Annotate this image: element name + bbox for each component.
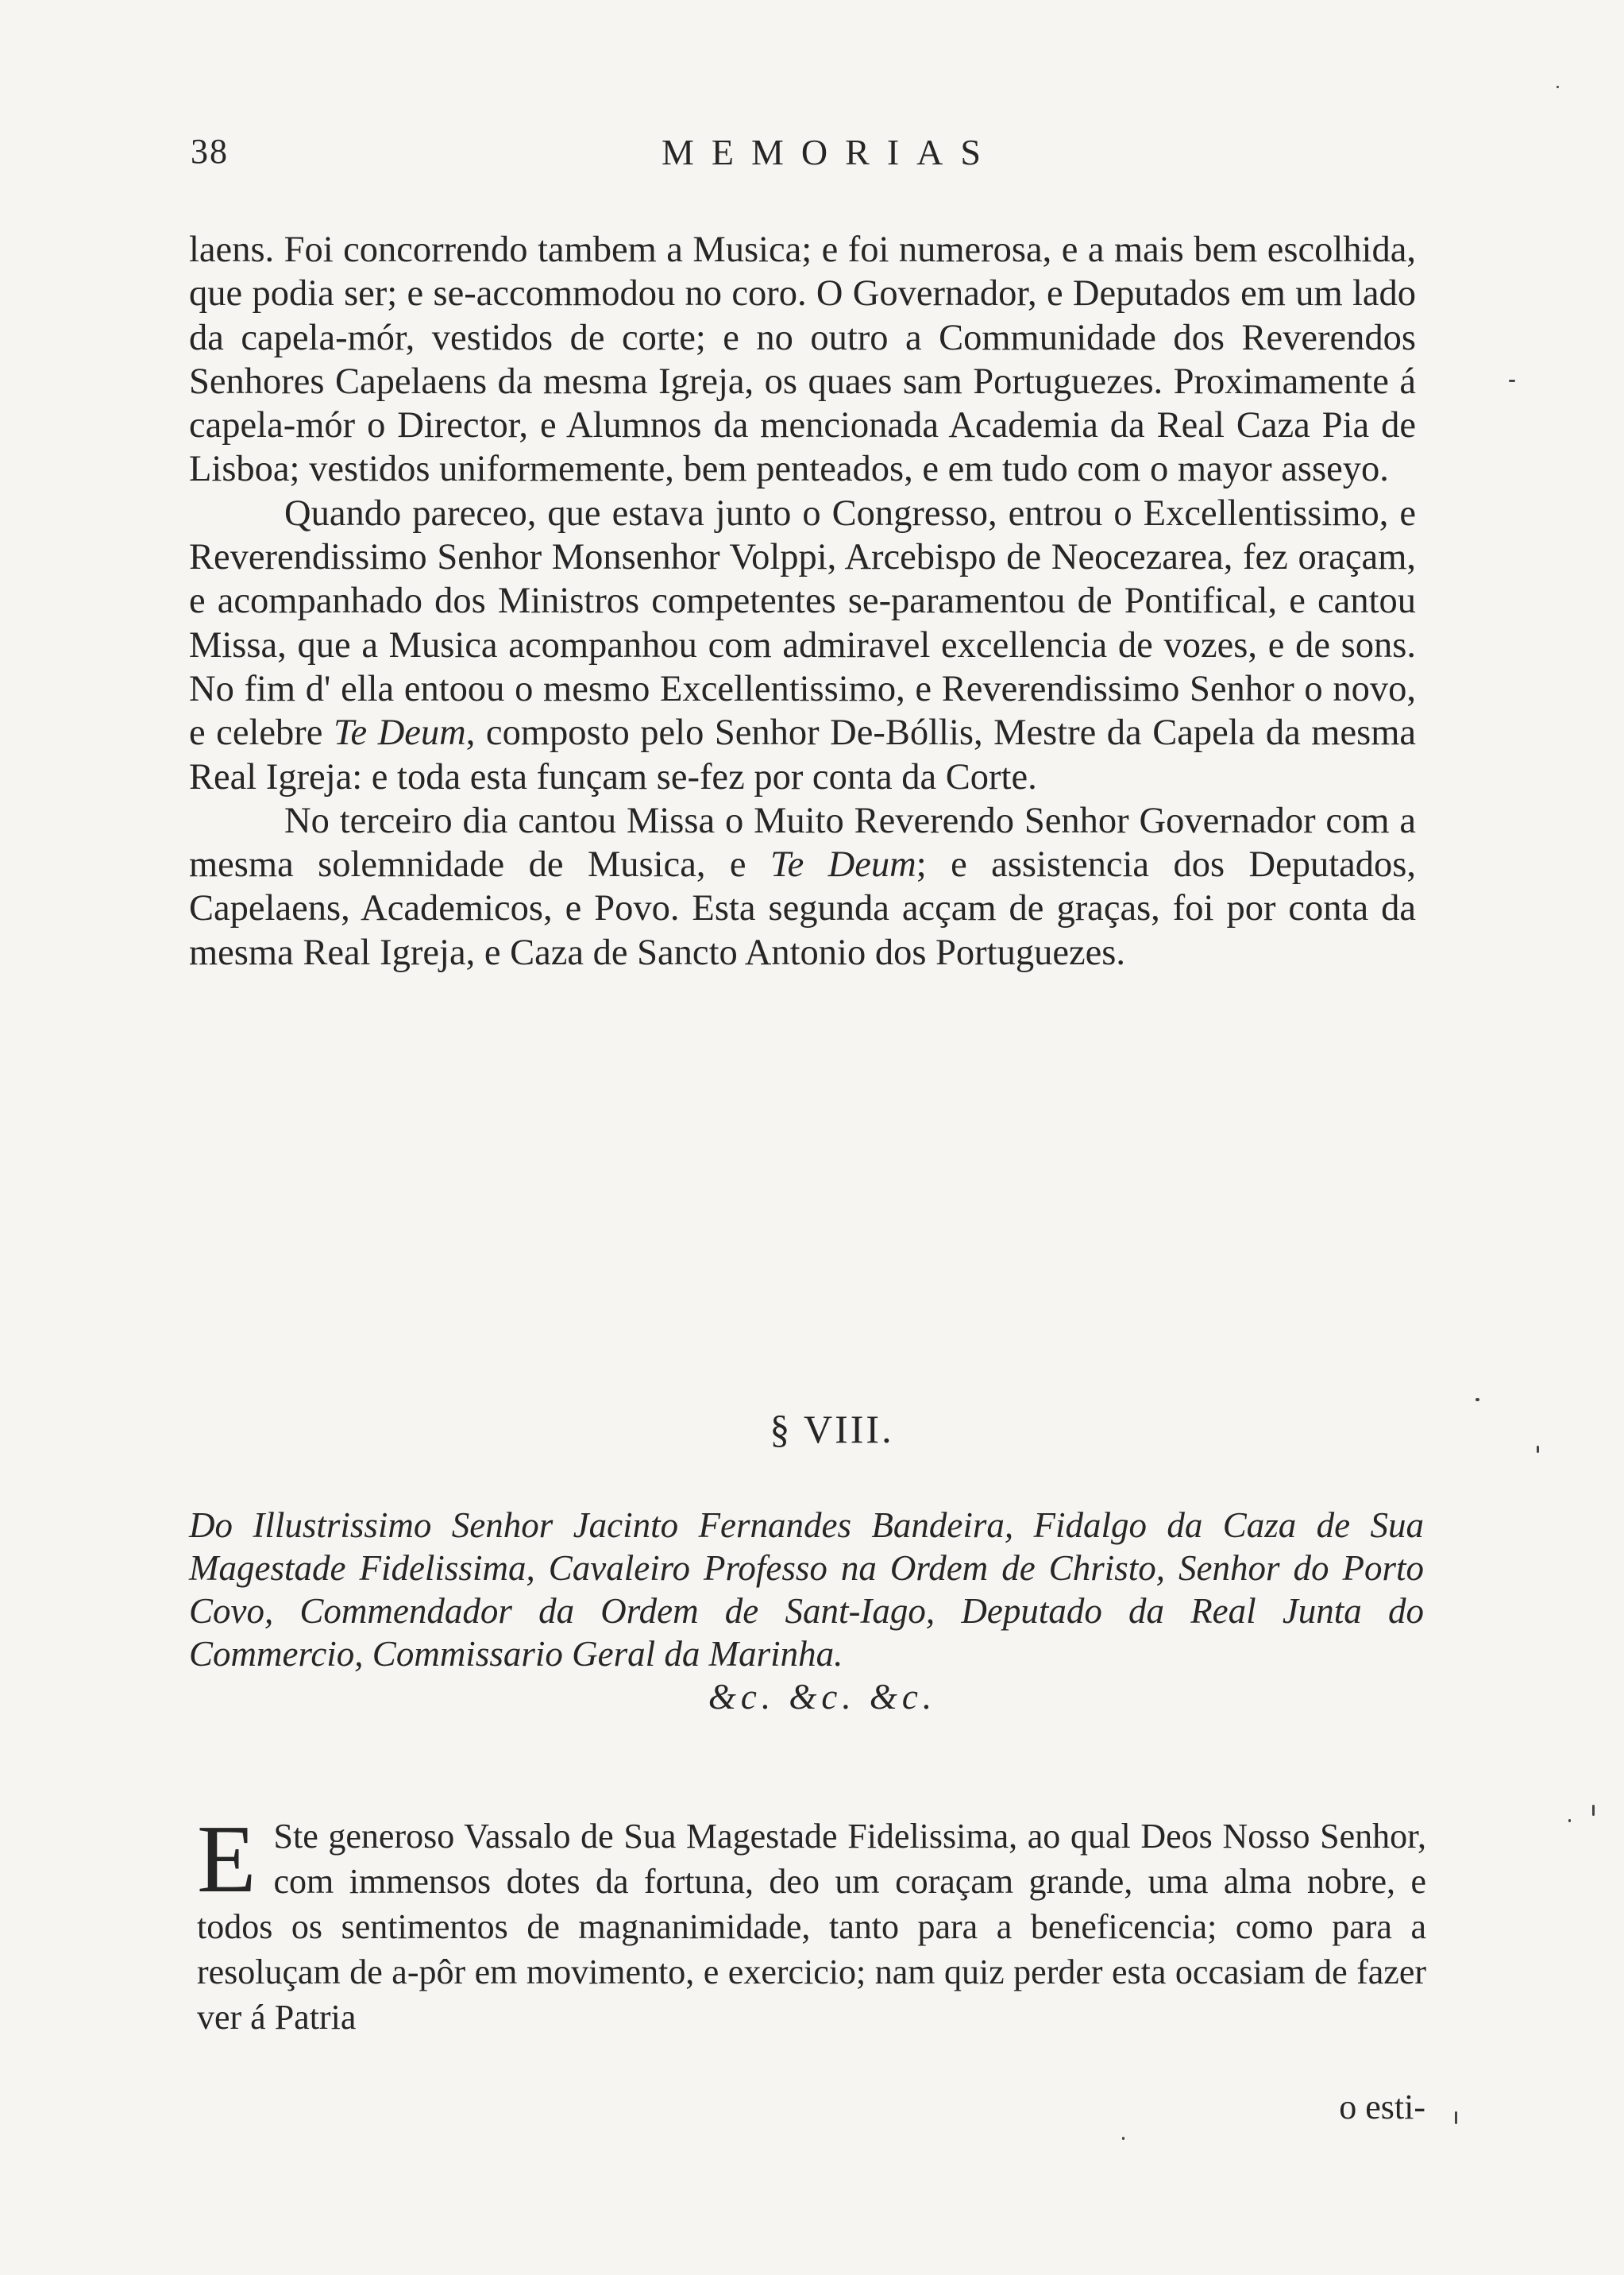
scan-speck	[1509, 380, 1515, 382]
final-paragraph	[197, 1806, 1426, 2040]
paragraph-text: Quando pareceo, que estava junto o Congresso, entrou o Excellentissimo, e Reverendissimo Senhor Monsenhor Volppi, Arcebispo de Neocezarea, fez oraçam, e acompanhado dos Ministros competentes se-paramentou de Pontifical, e cantou Missa, que a Musica acompanhou com admiravel excellencia de vozes, e de sons. No fim d' ella entoou o mesmo Excellentissimo, e Reverendissimo Senhor o novo, e celebre	[189, 492, 1416, 754]
running-title: MEMORIAS	[662, 132, 998, 172]
body-text	[189, 228, 1416, 975]
section-title	[189, 1504, 1424, 1718]
paragraph-text: , composto pelo Senhor De-Bóllis, Mestre da Capela da mesma Real Igreja: e toda esta funçam se-fez por conta da Corte.	[189, 713, 1416, 798]
te-deum-italic: Te Deum	[333, 713, 466, 754]
page-header	[191, 131, 1421, 187]
page-number: 38	[191, 132, 229, 171]
drop-cap: E	[197, 1806, 257, 1913]
paragraph	[189, 492, 1416, 799]
scan-speck	[1455, 2111, 1457, 2124]
scan-speck	[1122, 2137, 1124, 2140]
scan-speck	[1556, 86, 1559, 88]
paragraph	[189, 799, 1416, 975]
scan-speck	[1475, 1398, 1479, 1401]
te-deum-italic: Te Deum	[770, 844, 916, 886]
paragraph-text: ; e assistencia dos Deputados, Capelaens, Academicos, e Povo. Esta segunda acçam de graças, foi por conta da mesma Real Igreja, e Caza de Sancto Antonio dos Portuguezes.	[189, 844, 1417, 973]
section-etc: &c. &c. &c.	[708, 1677, 937, 1717]
section-heading: § VIII.	[770, 1407, 894, 1451]
paragraph: laens. Foi concorrendo tambem a Musica; e foi numerosa, e a mais bem escolhida, que podia ser; e se-accommodou no coro. O Governador, e Deputados em um lado da capela-mór, vestidos de corte; e no outro a Communidade dos Reverendos Senhores Capelaens da mesma Igreja, os quaes sam Portuguezes. Proximamente á capela-mór o Director, e Alumnos da mencionada Academia da Real Caza Pia de Lisboa; vestidos uniformemente, bem penteados, e em tudo com o mayor asseyo.	[189, 230, 1416, 490]
final-paragraph-text: Ste generoso Vassalo de Sua Magestade Fidelissima, ao qual Deos Nosso Senhor, com immensos dotes da fortuna, deo um coraçam grande, uma alma nobre, e todos os sentimentos de magnanimidade, tanto para a beneficencia; como para a resoluçam de a-pôr em movimento, e exercicio; nam quiz perder esta occasiam de fazer ver á Patria	[197, 1817, 1426, 2037]
scan-speck	[1592, 1805, 1595, 1816]
paragraph-text: No terceiro dia cantou Missa o Muito Reverendo Senhor Governador com a mesma solemnidade de Musica, e	[189, 800, 1416, 886]
section-title-text: Do Illustrissimo Senhor Jacinto Fernandes Bandeira, Fidalgo da Caza de Sua Magestade Fidelissima, Cavaleiro Professo na Ordem de Christo, Senhor do Porto Covo, Commendador da Ordem de Sant-Iago, Deputado da Real Junta do Commercio, Commissario Geral da Marinha.	[189, 1505, 1424, 1674]
scan-speck	[1568, 1819, 1571, 1822]
catchword: o esti-	[1339, 2088, 1425, 2126]
scan-speck	[1537, 1446, 1539, 1453]
